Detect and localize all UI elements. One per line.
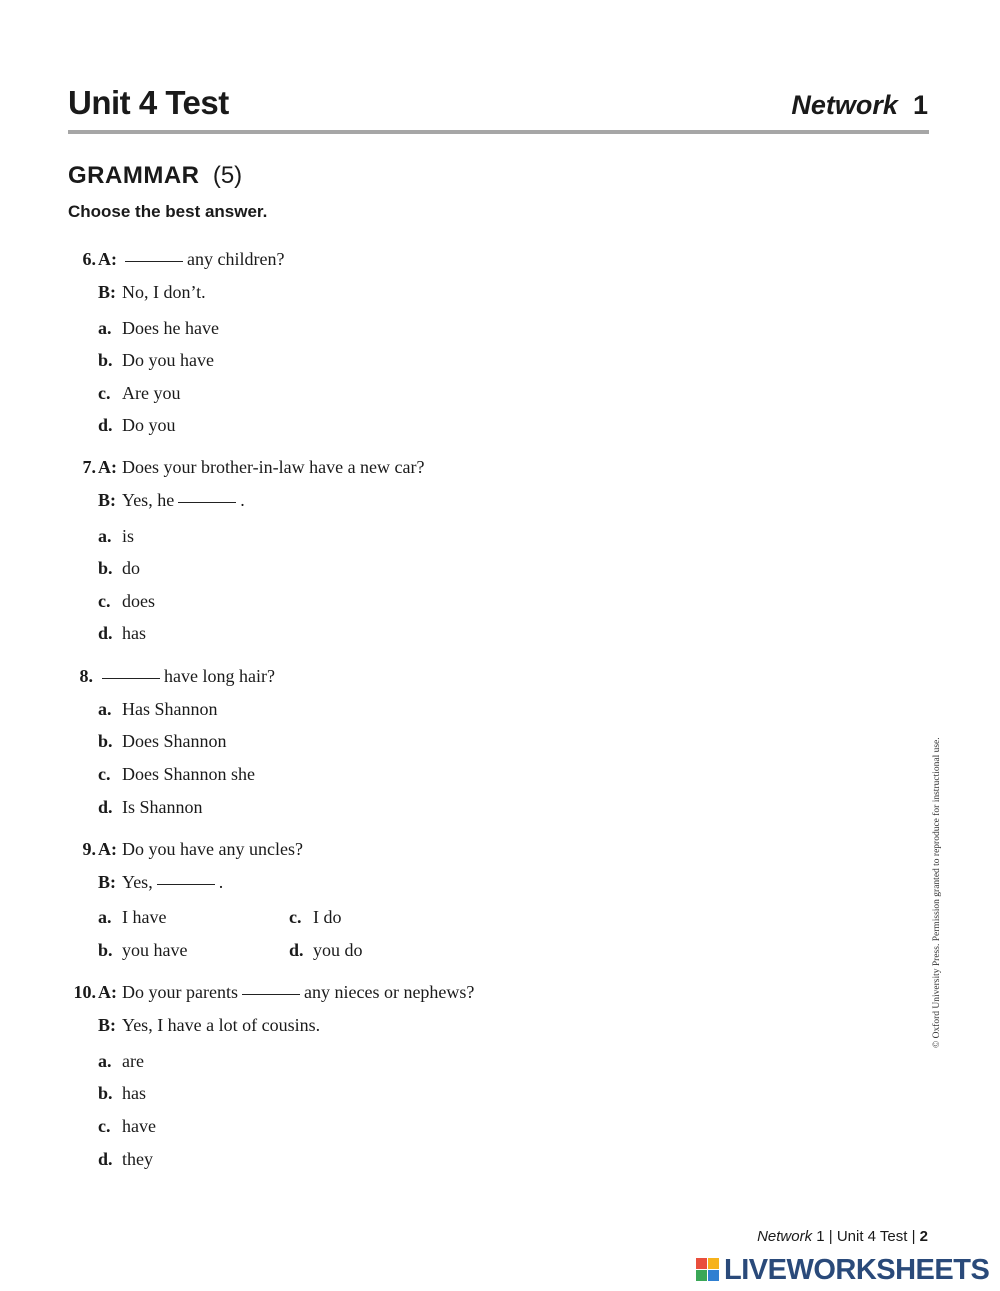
question-9-line-a — [68, 839, 568, 863]
answer-blank — [125, 260, 183, 262]
speaker-label: A: — [98, 839, 117, 859]
option-letter: b. — [98, 731, 113, 751]
option-letter: d. — [98, 1149, 113, 1169]
question-number: 6. — [82, 249, 96, 269]
question-6-line-a — [68, 249, 568, 273]
option-letter: d. — [98, 797, 113, 817]
option-letter: c. — [98, 1116, 111, 1136]
book-name: Network — [791, 90, 898, 120]
option-text: I do — [313, 907, 342, 927]
option-row[interactable] — [68, 731, 468, 755]
option-text: Do you have — [122, 350, 214, 370]
option-text: does — [122, 591, 155, 611]
option-text: is — [122, 526, 135, 546]
option-letter: b. — [98, 940, 113, 960]
response-text — [122, 490, 245, 511]
liveworksheets-logo-icon — [696, 1258, 720, 1282]
option-row[interactable] — [68, 383, 468, 407]
question-text — [122, 982, 474, 1003]
question-7-line-b — [68, 490, 568, 514]
speaker-label: A: — [98, 249, 117, 269]
option-row[interactable] — [68, 415, 468, 439]
section-instruction: Choose the best answer. — [68, 202, 268, 221]
option-text: Does Shannon she — [122, 764, 255, 784]
question-10-line-a — [68, 982, 668, 1006]
question-9-line-b — [68, 872, 568, 896]
option-row[interactable] — [68, 526, 468, 550]
question-text-before: Do your parents — [122, 982, 238, 1002]
option-letter: b. — [98, 558, 113, 578]
question-number: 10. — [73, 982, 96, 1002]
footer-text: 1 | Unit 4 Test | — [812, 1228, 920, 1245]
question-text: Does your brother-in-law have a new car? — [122, 457, 425, 477]
section-name: GRAMMAR — [68, 162, 200, 189]
option-letter: a. — [98, 1051, 112, 1071]
option-row[interactable] — [68, 699, 468, 723]
option-letter: c. — [98, 383, 111, 403]
option-letter: d. — [98, 415, 113, 435]
response-text: No, I don’t. — [122, 282, 206, 302]
option-row[interactable] — [68, 558, 468, 582]
option-row[interactable] — [68, 591, 468, 615]
option-letter: a. — [98, 318, 112, 338]
question-7-line-a — [68, 457, 668, 481]
option-text: are — [122, 1051, 144, 1071]
question-text-after: any nieces or nephews? — [303, 982, 475, 1002]
option-text: has — [122, 623, 146, 643]
question-8-line — [68, 666, 568, 690]
response-text — [122, 872, 223, 893]
speaker-label: A: — [98, 982, 117, 1002]
question-number: 7. — [82, 457, 96, 477]
speaker-label: B: — [98, 490, 116, 510]
book-level: 1 — [912, 90, 928, 120]
option-letter: a. — [98, 526, 112, 546]
section-heading — [68, 162, 242, 190]
option-letter: d. — [98, 623, 113, 643]
option-text: they — [122, 1149, 153, 1169]
option-letter: d. — [289, 940, 304, 960]
page-footer — [757, 1228, 928, 1245]
option-text: I have — [122, 907, 167, 927]
option-text: has — [122, 1083, 146, 1103]
option-row[interactable] — [68, 797, 468, 821]
option-row[interactable] — [68, 1149, 468, 1173]
option-row[interactable] — [68, 1051, 468, 1075]
option-row[interactable] — [68, 764, 468, 788]
answer-blank — [157, 883, 215, 885]
answer-blank — [102, 677, 160, 679]
option-letter: a. — [98, 907, 112, 927]
book-title — [791, 90, 928, 121]
question-10-line-b — [68, 1015, 568, 1039]
option-text: Has Shannon — [122, 699, 218, 719]
question-6-line-b — [68, 282, 568, 306]
option-letter: b. — [98, 350, 113, 370]
question-text — [98, 666, 275, 687]
option-text: do — [122, 558, 140, 578]
option-text: Does Shannon — [122, 731, 227, 751]
speaker-label: B: — [98, 1015, 116, 1035]
question-text-after: have long hair? — [164, 666, 275, 686]
option-text: Do you — [122, 415, 176, 435]
option-row[interactable] — [68, 907, 248, 931]
answer-blank — [178, 501, 236, 503]
option-row[interactable] — [68, 940, 248, 964]
option-letter: a. — [98, 699, 112, 719]
option-letter: c. — [98, 764, 111, 784]
option-row[interactable] — [68, 350, 468, 374]
option-row[interactable] — [68, 1116, 468, 1140]
option-text: Does he have — [122, 318, 219, 338]
option-row[interactable] — [68, 1083, 468, 1107]
response-text-before: Yes, — [122, 872, 153, 892]
speaker-label: B: — [98, 872, 116, 892]
question-number: 8. — [79, 666, 93, 686]
question-text: Do you have any uncles? — [122, 839, 303, 859]
option-letter: c. — [98, 591, 111, 611]
page-title: Unit 4 Test — [68, 84, 229, 121]
option-text: Are you — [122, 383, 181, 403]
question-number: 9. — [82, 839, 96, 859]
question-text — [121, 249, 284, 270]
option-row[interactable] — [259, 940, 439, 964]
speaker-label: B: — [98, 282, 116, 302]
option-letter: b. — [98, 1083, 113, 1103]
response-text-after: . — [218, 872, 224, 892]
copyright-notice: © Oxford University Press. Permission granted to reproduce for instructional use. — [932, 737, 942, 1048]
option-text: you do — [313, 940, 363, 960]
speaker-label: A: — [98, 457, 117, 477]
page-number: 2 — [919, 1228, 928, 1245]
option-text: have — [122, 1116, 156, 1136]
option-row[interactable] — [68, 318, 468, 342]
response-text-after: . — [240, 490, 245, 510]
response-text-before: Yes, he — [122, 490, 175, 510]
option-text: Is Shannon — [122, 797, 203, 817]
option-row[interactable] — [68, 623, 468, 647]
section-points: (5) — [212, 162, 243, 189]
option-letter: c. — [289, 907, 302, 927]
option-text: you have — [122, 940, 188, 960]
footer-book: Network — [757, 1228, 813, 1245]
liveworksheets-wordmark: LIVEWORKSHEETS — [724, 1254, 990, 1286]
response-text: Yes, I have a lot of cousins. — [122, 1015, 321, 1035]
option-row[interactable] — [259, 907, 439, 931]
question-text-after: any children? — [187, 249, 285, 269]
answer-blank — [242, 993, 300, 995]
header-rule — [68, 130, 929, 134]
